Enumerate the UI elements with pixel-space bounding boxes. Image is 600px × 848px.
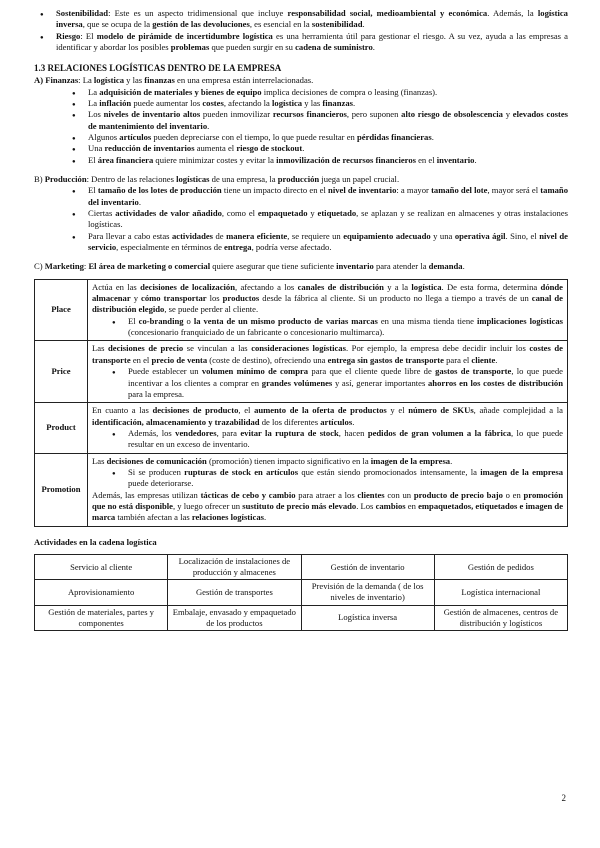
mix-row-text (88, 403, 568, 453)
text-run: en una empresa están interrelacionadas. (174, 75, 314, 86)
text-run: productos (222, 293, 260, 304)
text-run: , hacen (338, 427, 368, 438)
text-run: de los diferentes (259, 416, 321, 427)
text-run: : Dentro de las relaciones (86, 174, 177, 184)
marketing-mix-table (34, 279, 568, 527)
text-run: . Sino, el (505, 230, 540, 241)
text-run: relaciones logísticas (191, 512, 264, 523)
text-run: recursos financieros (272, 109, 347, 120)
activity-cell: Logística inversa (301, 605, 434, 630)
text-run: o (183, 315, 194, 326)
bullet-item (34, 231, 568, 254)
text-run: decisiones de localización (140, 281, 235, 292)
text-run: promoción que no está disponible (92, 489, 564, 511)
text-run: Las (92, 455, 107, 466)
text-run: empaquetado (257, 208, 308, 219)
activity-cell: Gestión de almacenes, centros de distribución y logísticos (434, 605, 567, 630)
text-run: también afectan a las (115, 512, 192, 523)
text-run: inflación (99, 97, 132, 108)
text-run: . (372, 42, 375, 53)
text-run: pueden inmovilizar (200, 109, 273, 120)
text-run: , se aplazan y se realizan en almacenes y otras instalaciones logísticas. (88, 208, 569, 230)
text-run: modelo de pirámide de incertidumbre logística (96, 30, 273, 41)
text-run: El (88, 154, 98, 165)
text-run: de una empresa, la (209, 174, 278, 184)
text-run: , que se ocupa de la (82, 19, 153, 30)
mix-row-promotion (35, 453, 568, 526)
text-run: equipamiento adecuado (343, 230, 431, 241)
section-heading: 1.3 RELACIONES LOGÍSTICAS DENTRO DE LA EMPRESA (34, 63, 282, 74)
text-run: vendedores (175, 427, 217, 438)
text-run: artículos (320, 416, 353, 427)
text-run: dónde almacenar (92, 281, 563, 304)
text-run: en el (130, 354, 152, 365)
text-run: los (206, 293, 223, 304)
activities-row (35, 605, 568, 630)
text-run: El (128, 315, 139, 326)
mix-row-product (35, 403, 568, 453)
text-run: El (88, 185, 98, 196)
text-run: , es esencial en la (249, 19, 312, 30)
text-run: entrega sin gastos de transporte (327, 354, 444, 365)
activity-cell: Previsión de la demanda ( de los niveles de inventario) (301, 580, 434, 605)
text-run: y (502, 109, 513, 120)
text-run: , el (238, 405, 255, 416)
text-run: La (88, 86, 100, 97)
activities-row (35, 580, 568, 605)
text-run: inmovilización de recursos financieros (276, 154, 416, 165)
text-run: . (352, 97, 356, 108)
text-run: pérdidas financieras (356, 131, 432, 142)
text-run: operativa ágil (454, 230, 506, 241)
text-run: y las (302, 97, 323, 108)
mix-row-intro (92, 456, 563, 467)
text-run: , se requiere un (287, 230, 344, 241)
text-run: empaquetados, etiquetados e imagen de marca (92, 500, 564, 523)
text-run: riesgo de stockout (236, 143, 303, 154)
text-run: puede deteriorarse. (128, 478, 194, 489)
text-run: logística (93, 75, 124, 86)
activity-cell: Gestión de transportes (168, 580, 301, 605)
text-run: o en (502, 489, 524, 500)
text-run: logística inversa (56, 8, 568, 30)
text-run: . (264, 512, 267, 523)
activities-title: Actividades en la cadena logística (34, 536, 157, 547)
text-run: logísticas (176, 174, 210, 184)
bullet-item (34, 155, 568, 166)
text-run: evitar la ruptura de stock (240, 427, 339, 438)
text-run: . (450, 455, 453, 466)
text-run: elevados costes de mantenimiento del inventario (88, 109, 568, 131)
text-run: inventario (436, 154, 475, 165)
activity-cell: Gestión de inventario (301, 554, 434, 579)
text-run: (coste de destino), ofreciendo una (207, 354, 328, 365)
text-run: implica decisiones de compra o leasing (finanzas). (261, 86, 438, 97)
bullet-item (34, 208, 568, 231)
text-run: finanzas (322, 97, 353, 108)
text-run: que están siendo promocionados intensamente, la (298, 466, 481, 477)
mix-row-text (88, 279, 568, 341)
bullet-item (92, 316, 563, 339)
text-run: : La (78, 75, 94, 86)
text-run: Riesgo (56, 30, 81, 41)
text-run: (promoción) tienen impacto significativo en la (206, 455, 371, 466)
text-run: niveles de inventario altos (103, 109, 201, 120)
text-run: costes (202, 97, 224, 108)
text-run: sustituto de precio más elevado (242, 500, 357, 511)
text-run: . (138, 196, 142, 207)
text-run: entrega (224, 242, 252, 253)
text-run: quiere asegurar que tiene suficiente (210, 261, 337, 272)
text-run: consideraciones logísticas (251, 343, 346, 354)
text-run: , lo que puede incentivar a los clientes a comprar en (128, 366, 563, 388)
intro-bullet-list (34, 8, 568, 53)
text-run: , lo que puede resultar en un exceso de inventario. (128, 427, 563, 450)
text-run: actividades de valor añadido (115, 208, 222, 219)
text-run: , añade complejidad a la (473, 405, 563, 416)
text-run: quiere minimizar costes y evitar la (153, 154, 277, 165)
text-run: producto de precio bajo (413, 489, 503, 500)
mix-row-text (88, 453, 568, 526)
text-run: manera eficiente (226, 230, 288, 241)
text-run: costes de transporte (92, 343, 563, 365)
bullet-item (34, 31, 568, 54)
text-run: demanda (428, 261, 463, 272)
text-run: ahorros en los costes de distribución (428, 377, 563, 388)
activities-table (34, 554, 568, 631)
text-run: decisiones de producto (152, 405, 239, 416)
text-run: cambios (375, 500, 406, 511)
text-run: de (213, 230, 227, 241)
text-run: (concesionario franquiciado de un fabricante o concesionario multimarca). (128, 327, 385, 338)
text-run: , para (216, 427, 241, 438)
mix-row-extra (92, 490, 563, 524)
text-run: responsabilidad social, medioambiental y económica (287, 8, 488, 18)
text-run: Finanzas (45, 75, 79, 86)
text-run: con un (384, 489, 414, 500)
text-run: , mayor será el (487, 185, 541, 196)
text-run: producción (277, 174, 320, 184)
text-run: tamaño de los lotes de producción (97, 185, 222, 196)
text-run: finanzas (144, 75, 175, 86)
text-run: gestión de las devoluciones (152, 19, 250, 30)
text-run: se vinculan a las (183, 343, 252, 354)
text-run: rupturas de stock en artículos (184, 466, 299, 477)
text-run: nivel de inventario (328, 185, 397, 196)
text-run: logística (411, 281, 442, 292)
text-run: : (83, 261, 89, 272)
activity-cell: Localización de instalaciones de producción y almacenes (168, 554, 301, 579)
activity-cell: Gestión de materiales, partes y componentes (35, 605, 168, 630)
text-run: para atender la (373, 261, 429, 272)
mix-row-label: Place (35, 279, 88, 341)
mix-row-intro (92, 282, 563, 316)
bullet-item (34, 8, 568, 31)
page-content (34, 8, 568, 631)
text-run: y así, generar importantes (332, 377, 428, 388)
text-run: . Además, la (487, 8, 538, 18)
subsection-b-bullets (34, 185, 568, 253)
subsection-c-lead (34, 261, 568, 272)
mix-row-bullets (92, 366, 563, 400)
text-run: actividades (171, 230, 214, 241)
text-run: sostenibilidad (311, 19, 363, 30)
bullet-item (34, 132, 568, 143)
text-run: B) (34, 174, 45, 184)
text-run: grandes volúmenes (261, 377, 333, 388)
text-run: reducción de inventarios (104, 143, 195, 154)
text-run: y (130, 293, 142, 304)
text-run: imagen de la empresa (480, 466, 564, 477)
mix-row-label: Promotion (35, 453, 88, 526)
bullet-item (92, 366, 563, 400)
text-run: para que el cliente quede libre de (308, 366, 436, 377)
text-run: implicaciones logísticas (476, 315, 563, 326)
text-run: y (307, 208, 318, 219)
text-run: para atraer a los (295, 489, 358, 500)
text-run: alto riesgo de obsolescencia (401, 109, 503, 120)
text-run: aumenta el (194, 143, 237, 154)
text-run: y las (124, 75, 145, 86)
text-run: en (405, 500, 419, 511)
text-run: decisiones de precio (107, 343, 184, 354)
text-run: y una (430, 230, 455, 241)
activity-cell: Embalaje, envasado y empaquetado de los productos (168, 605, 301, 630)
mix-row-bullets (92, 316, 563, 339)
text-run: , y luego ofrecer un (172, 500, 243, 511)
text-run: , afectando a los (235, 281, 298, 292)
text-run: . Por ejemplo, la empresa debe decidir incluir los (345, 343, 530, 354)
mix-row-price (35, 341, 568, 403)
page-number: 2 (561, 793, 566, 803)
activity-cell: Aprovisionamiento (35, 580, 168, 605)
text-run: Puede establecer un (128, 366, 202, 377)
text-run: Para llevar a cabo estas (88, 230, 172, 241)
text-run: : El (80, 30, 97, 41)
mix-row-intro (92, 343, 563, 366)
activities-row (35, 554, 568, 579)
bullet-item (34, 185, 568, 208)
text-run: Producción (44, 174, 87, 184)
text-run: número de SKUs (408, 405, 474, 416)
text-run: Ciertas (88, 208, 116, 219)
text-run: tamaño del inventario (88, 185, 568, 207)
text-run: Las (92, 343, 108, 354)
mix-row-place (35, 279, 568, 341)
text-run: imagen de la empresa (370, 455, 451, 466)
text-run: : a mayor (396, 185, 432, 196)
text-run: , como el (221, 208, 258, 219)
text-run: Además, los (128, 427, 176, 438)
text-run: cliente (471, 354, 496, 365)
text-run: . (302, 143, 305, 154)
text-run: inventario (336, 261, 374, 272)
text-run: . Los (356, 500, 376, 511)
activity-cell: Logística internacional (434, 580, 567, 605)
text-run: canales de distribución (297, 281, 384, 292)
bullet-item (92, 428, 563, 451)
text-run: identificación, almacenamiento y trazabilidad (92, 416, 260, 427)
text-run: Además, las empresas utilizan (92, 489, 201, 500)
subsection-b-lead (34, 174, 568, 185)
text-run: en el (415, 154, 437, 165)
text-run: , especialmente en términos de (116, 242, 225, 253)
mix-row-label: Price (35, 341, 88, 403)
text-run: , podría verse afectado. (251, 242, 332, 253)
text-run: gastos de transporte (435, 366, 512, 377)
text-run: aumento de la oferta de productos (254, 405, 387, 416)
text-run: . (431, 131, 434, 142)
text-run: : Este es un aspecto tridimensional que incluye (108, 8, 288, 18)
text-run: y a la (383, 281, 412, 292)
text-run: . (362, 19, 365, 30)
text-run: . (207, 120, 210, 131)
text-run: En cuanto a las (92, 405, 153, 416)
text-run: tácticas de cebo y cambio (200, 489, 296, 500)
subsection-a-bullets (34, 87, 568, 166)
text-run: artículos (119, 131, 152, 142)
text-run: y el (386, 405, 409, 416)
text-run: nivel de servicio (88, 230, 568, 253)
text-run: es una herramienta útil para gestionar el riesgo. A su vez, ayuda a las empresas a identificar y abordar los posibles (56, 30, 568, 53)
text-run: , afectando la (223, 97, 273, 108)
mix-row-bullets (92, 467, 563, 490)
text-run: Una (88, 143, 105, 154)
text-run: adquisición de materiales y bienes de equipo (99, 86, 262, 97)
text-run: Los (88, 109, 104, 120)
text-run: en una misma tienda tiene (377, 315, 477, 326)
subsection-a-lead (34, 75, 568, 86)
text-run: . (462, 261, 465, 272)
text-run: La (88, 97, 100, 108)
text-run: cómo transportar (141, 293, 207, 304)
text-run: Actúa en las (92, 281, 141, 292)
text-run: canal de distribución elegido (92, 293, 563, 315)
text-run: pueden depreciarse con el tiempo, lo que puede resultar en (151, 131, 357, 142)
text-run: , pero suponen (346, 109, 402, 120)
text-run: etiquetado (317, 208, 357, 219)
text-run: para la empresa. (128, 388, 185, 399)
text-run: C) (34, 261, 45, 272)
activity-cell: Gestión de pedidos (434, 554, 567, 579)
text-run: . (474, 154, 477, 165)
mix-row-bullets (92, 428, 563, 451)
bullet-item (34, 109, 568, 132)
text-run: decisiones de comunicación (106, 455, 207, 466)
text-run: logística (272, 97, 303, 108)
text-run: , se puede perder al cliente. (164, 304, 259, 315)
text-run: Marketing (44, 261, 84, 272)
text-run: . De esta forma, determina (441, 281, 541, 292)
text-run: para el (443, 354, 472, 365)
text-run: . (495, 354, 498, 365)
text-run: precio de venta (151, 354, 208, 365)
activity-cell: Servicio al cliente (35, 554, 168, 579)
bullet-item (34, 98, 568, 109)
mix-row-text (88, 341, 568, 403)
text-run: la venta de un mismo producto de varias marcas (193, 315, 378, 326)
text-run: problemas (170, 42, 210, 53)
text-run: pedidos de gran volumen a la fábrica (367, 427, 511, 438)
text-run: Si se producen (128, 466, 185, 477)
mix-row-label: Product (35, 403, 88, 453)
text-run: A) (34, 75, 46, 86)
mix-row-intro (92, 405, 563, 428)
text-run: Sostenibilidad (56, 8, 109, 18)
text-run: Algunos (88, 131, 120, 142)
text-run: desde la fábrica al cliente. Si un producto no llega a tiempo a través de un (259, 293, 532, 304)
text-run: que pueden surgir en su (209, 42, 296, 53)
text-run: co-branding (138, 315, 184, 326)
text-run: volumen mínimo de compra (201, 366, 309, 377)
bullet-item (34, 143, 568, 154)
text-run: . (352, 416, 355, 427)
text-run: área financiera (97, 154, 154, 165)
text-run: El área de marketing o comercial (88, 261, 211, 272)
text-run: clientes (357, 489, 385, 500)
text-run: tamaño del lote (431, 185, 488, 196)
bullet-item (34, 87, 568, 98)
text-run: tiene un impacto directo en el (221, 185, 329, 196)
text-run: juega un papel crucial. (319, 174, 400, 184)
text-run: puede aumentar los (131, 97, 203, 108)
text-run: cadena de suministro (295, 42, 373, 53)
bullet-item (92, 467, 563, 490)
